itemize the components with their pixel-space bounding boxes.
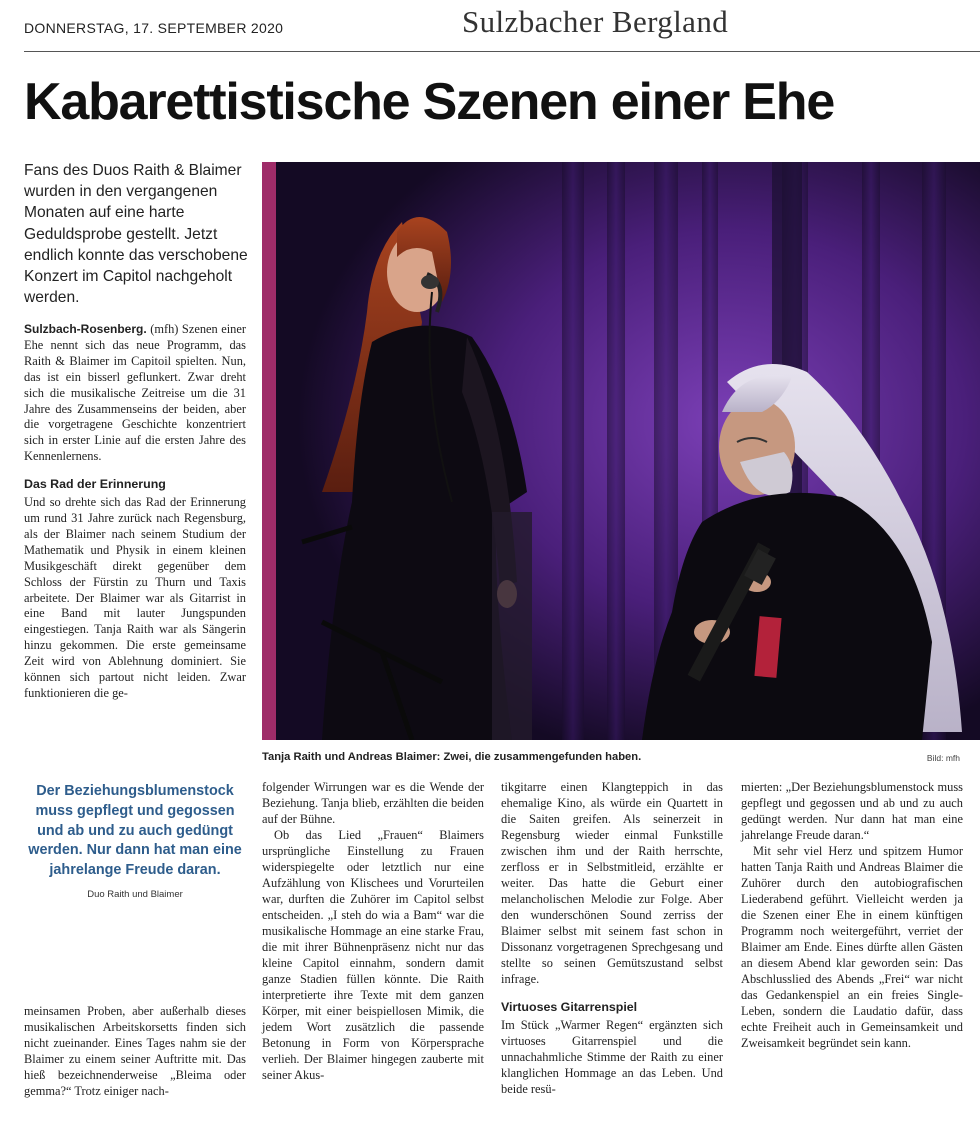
column-4-paragraph-2: Mit sehr viel Herz und spitzem Humor hatten Tanja Raith und Andreas Blaimer die Zuhörer durch den autobiografischen Liederabend geführt. Vielleicht werden ja die Szenen einer Ehe in einem künftigen Programm noch weitergeführt, verriet der Blaimer am Ende. Eines dürfte allen Gästen an diesem Abend klar geworden sein: Das Abschlusslied des Abends „Frei“ war nicht das Gedankenspiel an ein freies Single-Leben, sondern die Laudatio dafür, dass echte Freiheit auch in Gemeinsamkeit und Zweisamkeit begründet sein kann. [741, 844, 963, 1050]
article-column-4 [741, 779, 963, 1051]
paragraph-2: Und so drehte sich das Rad der Erinnerung um rund 31 Jahre zurück nach Regensburg, als der Blaimer nach seinem Studium der Mathematik und Physik in einem kleinen Musikgeschäft direkt gegenüber dem Schloss der Fürstin zu Thurn und Taxis arbeitete. Der Blaimer war als Gitarrist in eine Band mit lauter Jungspunden eingestiegen. Tanja Raith war als Sängerin hinzu gekommen. Die erste gemeinsame Zeit wird von Ablehnung dominiert. Sie können sich partout nicht leiden. Zwar funktionieren die ge- [24, 495, 246, 700]
section-title: Sulzbacher Bergland [462, 4, 729, 39]
article-column-1-continued: meinsamen Proben, aber außerhalb dieses musikalischen Arbeitskorsetts finden sich nicht zueinander. Eines Tages nahm sie der Blaimer zu einem seiner Auftritte mit. Das hieß bezeichnenderweise „Bleima oder gemma?“ Trotz einiger nach- [24, 1004, 246, 1098]
column-3-paragraph-2: Im Stück „Warmer Regen“ ergänzten sich virtuoses Gitarrenspiel und die unnachahmliche Stimme der Raith zu einer klanglichen Hommage an das Leben. Und beide resü- [501, 1018, 723, 1096]
concert-photo [262, 162, 980, 740]
pull-quote-text: Der Beziehungsblumenstock muss gepflegt und gegossen und ab und zu auch gedüngt werden. Nur dann hat man eine jahrelange Freude daran. [28, 783, 242, 879]
article-column-2 [262, 779, 484, 1083]
dateline: Sulzbach-Rosenberg. [24, 322, 147, 336]
photo-credit: Bild: mfh [926, 753, 960, 763]
column-2-paragraph-1: folgender Wirrungen war es die Wende der Beziehung. Tanja blieb, erzählten die beiden auf der Bühne. [262, 780, 484, 826]
stage-photo-illustration [262, 162, 980, 740]
article-column-3 [501, 779, 723, 1097]
pull-quote-source: Duo Raith und Blaimer [87, 888, 183, 900]
subhead-rad-der-erinnerung: Das Rad der Erinnerung [24, 477, 166, 492]
article-headline: Kabarettistische Szenen einer Ehe [24, 73, 835, 131]
column-3-paragraph-1: tikgitarre einen Klangteppich in das ehemalige Kino, als würde ein Quartett in die Saiten greifen. Als seinerzeit in Regensburg wieder einmal Funkstille zwischen ihm und der Raith herrschte, zerfloss er in Selbstmitleid, erzählte er weiter. Das hatte die Geburt einer melancholischen Melodie zur Folge. Aber den wunderschönen Sound zerriss der Blaimer selbst mit seinem fast schon in Dissonanz vorgetragenen Sprechgesang und stellte so seinen Gemütszustand selbst infrage. [501, 780, 723, 986]
column-4-paragraph-1: mierten: „Der Beziehungsblumenstock muss gepflegt und gegossen und ab und zu auch gedüngt werden. Nur dann hat man eine jahrelange Freude daran.“ [741, 780, 963, 842]
photo-caption: Tanja Raith und Andreas Blaimer: Zwei, die zusammengefunden haben. [262, 751, 642, 763]
column-2-paragraph-2: Ob das Lied „Frauen“ Blaimers ursprüngliche Einstellung zu Frauen widerspiegelte oder letztlich nur eine Aufzählung von Klischees und Vorurteilen war, durften die Zuhörer im Capitol selbst entscheiden. „I steh do wia a Bam“ war die musikalische Hommage an eine starke Frau, die mit ihrer Bühnenpräsenz nicht nur das kleine Capitol einnahm, sondern damit ganze Stadien füllen könnte. Die Raith interpretierte ihre Texte mit dem ganzen Körper, mit einer beispiellosen Mimik, die jedem Wort zusätzlich die passende Betonung in Form von Körpersprache verlieh. Der Blaimer hingegen zauberte mit seiner Akus- [262, 828, 484, 1082]
article-lead: Fans des Duos Raith & Blaimer wurden in den vergangenen Monaten auf eine harte Geduldsprobe gestellt. Jetzt endlich konnte das verschobene Konzert im Capitol nachgeholt werden. [24, 162, 248, 307]
subhead-virtuoses-gitarrenspiel: Virtuoses Gitarrenspiel [501, 1000, 638, 1014]
issue-date: DONNERSTAG, 17. SEPTEMBER 2020 [24, 20, 284, 36]
paragraph-1: (mfh) Szenen einer Ehe nennt sich das neue Programm, das Raith & Blaimer im Capitoil spielten. Nun, das ist ein bisserl geflunkert. Zwar dreht sich die musikalische Zeitreise um die 31 Jahre des Zusammenseins der beiden, aber die vorgetragene Geschichte konzentriert sich in erster Linie auf die ersten Jahre des Kennenlernens. [24, 322, 246, 464]
pull-quote [24, 782, 246, 900]
header-rule [24, 51, 980, 52]
article-column-1 [24, 322, 246, 702]
